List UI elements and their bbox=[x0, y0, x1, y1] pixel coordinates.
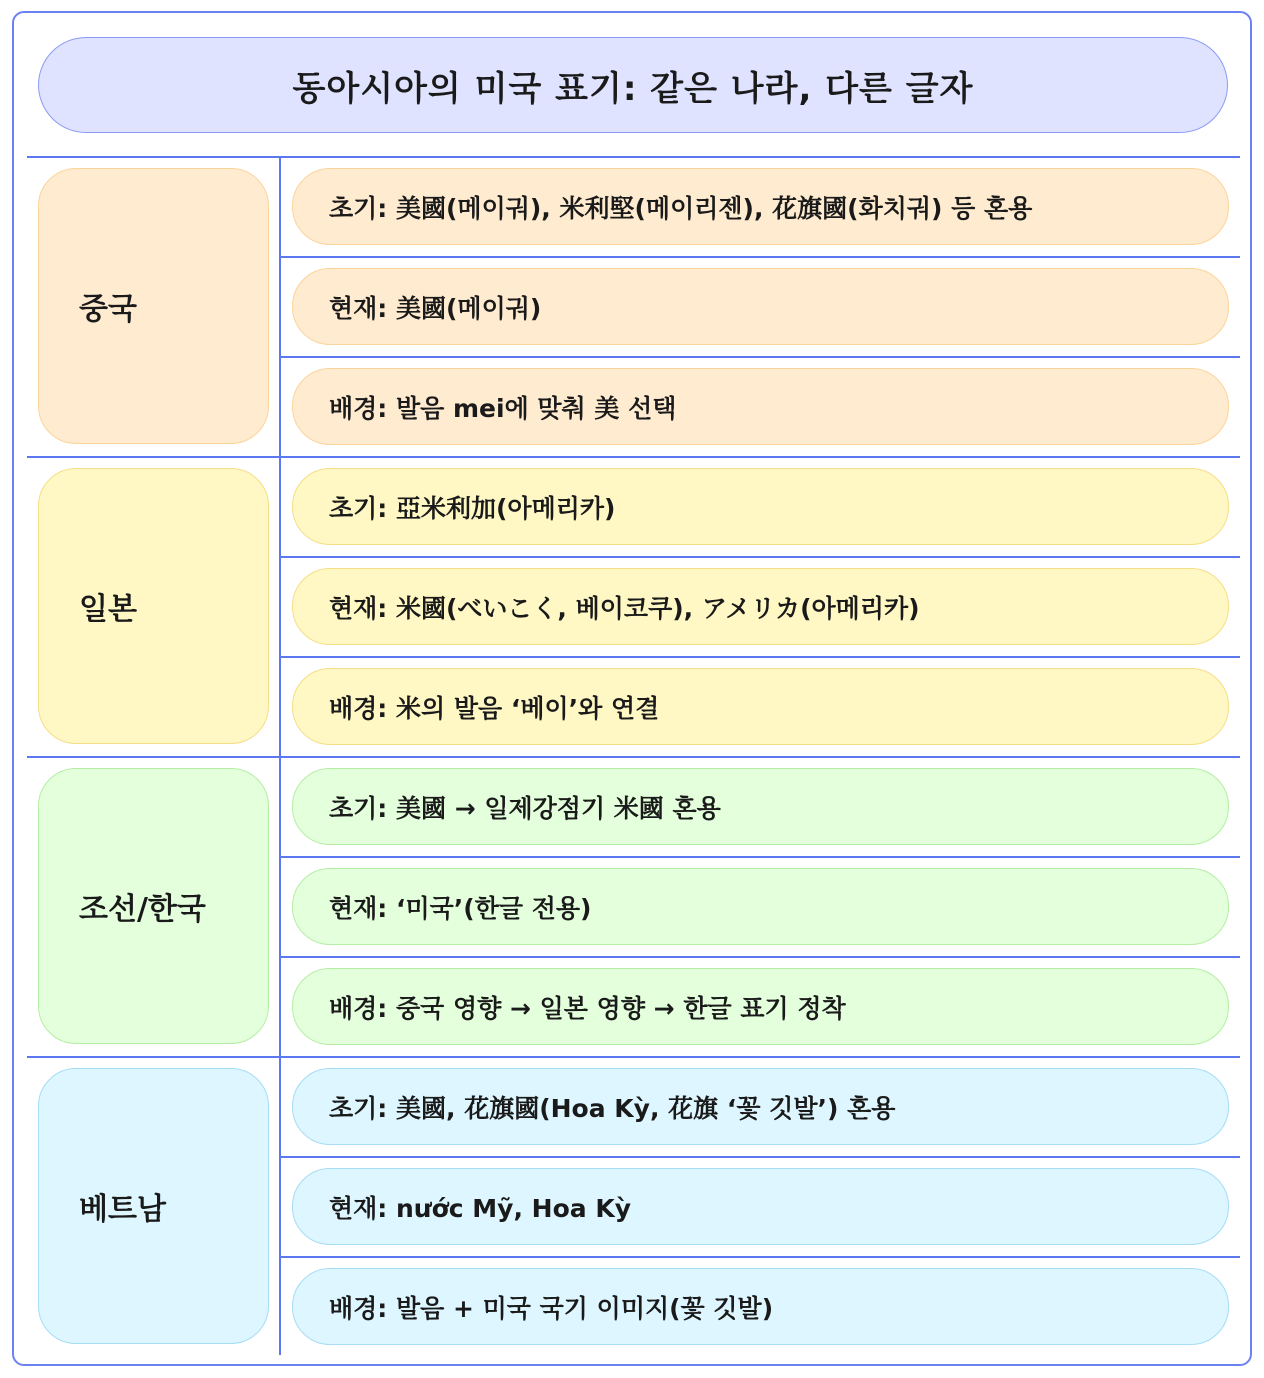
group-label-china: 중국 bbox=[38, 168, 269, 444]
row-divider bbox=[280, 856, 1240, 858]
vietnam-background-item: 배경: 발음 + 미국 국기 이미지(꽃 깃발) bbox=[292, 1268, 1229, 1345]
china-background-item: 배경: 발음 mei에 맞춰 美 선택 bbox=[292, 368, 1229, 445]
row-divider bbox=[280, 1256, 1240, 1258]
korea-early-item: 초기: 美國 → 일제강점기 米國 혼용 bbox=[292, 768, 1229, 845]
group-label-japan: 일본 bbox=[38, 468, 269, 744]
row-divider bbox=[280, 656, 1240, 658]
group-label-korea: 조선/한국 bbox=[38, 768, 269, 1044]
group-divider bbox=[27, 156, 1240, 158]
group-divider bbox=[27, 756, 1240, 758]
row-divider bbox=[280, 956, 1240, 958]
row-divider bbox=[280, 556, 1240, 558]
china-early-item: 초기: 美國(메이궈), 米利堅(메이리젠), 花旗國(화치궈) 등 혼용 bbox=[292, 168, 1229, 245]
korea-background-item: 배경: 중국 영향 → 일본 영향 → 한글 표기 정착 bbox=[292, 968, 1229, 1045]
japan-early-item: 초기: 亞米利加(아메리카) bbox=[292, 468, 1229, 545]
vietnam-early-item: 초기: 美國, 花旗國(Hoa Kỳ, 花旗 ‘꽃 깃발’) 혼용 bbox=[292, 1068, 1229, 1145]
row-divider bbox=[280, 256, 1240, 258]
row-divider bbox=[280, 1156, 1240, 1158]
japan-background-item: 배경: 米의 발음 ‘베이’와 연결 bbox=[292, 668, 1229, 745]
japan-current-item: 현재: 米國(べいこく, 베이코쿠), アメリカ(아메리카) bbox=[292, 568, 1229, 645]
korea-current-item: 현재: ‘미국’(한글 전용) bbox=[292, 868, 1229, 945]
group-divider bbox=[27, 1056, 1240, 1058]
vietnam-current-item: 현재: nước Mỹ, Hoa Kỳ bbox=[292, 1168, 1229, 1245]
group-label-vietnam: 베트남 bbox=[38, 1068, 269, 1344]
group-divider bbox=[27, 456, 1240, 458]
diagram-title: 동아시아의 미국 표기: 같은 나라, 다른 글자 bbox=[38, 37, 1228, 133]
china-current-item: 현재: 美國(메이궈) bbox=[292, 268, 1229, 345]
row-divider bbox=[280, 356, 1240, 358]
